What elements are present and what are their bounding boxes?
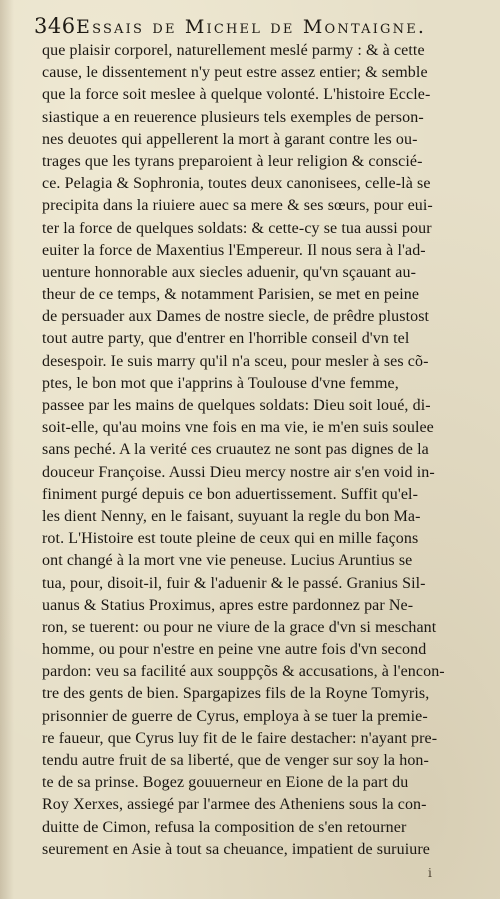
text-line: uenture honnorable aux siecles aduenir, qu'vn sçauant au-	[42, 263, 417, 281]
text-line: finiment purgé depuis ce bon aduertissement. Suffit qu'el-	[42, 485, 419, 503]
text-line: uanus & Statius Proximus, apres estre pardonnez par Ne-	[42, 596, 414, 614]
text-line: tout autre party, que d'entrer en l'horrible conseil d'vn tel	[42, 330, 410, 348]
text-line: que la force soit meslee à quelque volonté. L'histoire Eccle-	[42, 86, 431, 104]
text-line: re faueur, que Cyrus luy fit de le faire destacher: n'ayant pre-	[42, 729, 438, 747]
text-line: sans peché. A la verité ces cruautez ne sont pas dignes de la	[42, 441, 429, 459]
text-line: que plaisir corporel, naturellement meslé parmy : & à cette	[42, 42, 425, 59]
text-line: duitte de Cimon, refusa la composition de s'en retourner	[42, 818, 407, 836]
text-line: euiter la force de Maxentius l'Empereur. Il nous sera à l'ad-	[42, 241, 426, 259]
text-line: ron, se tuerent: ou pour ne viure de la grace d'vn si meschant	[42, 618, 437, 636]
text-line: Roy Xerxes, assiegé par l'armee des Atheniens sous la con-	[42, 796, 427, 814]
text-line: ptes, le bon mot que i'apprins à Toulouse d'vne femme,	[42, 374, 399, 392]
text-line: siastique a en reuerence plusieurs tels exemples de person-	[42, 108, 424, 126]
text-line: soit-elle, qu'au moins vne fois en ma vie, ie m'en suis soulee	[42, 419, 434, 437]
running-title: Essais de Michel de Montaigne.	[76, 16, 427, 38]
text-line: tua, pour, disoit-il, fuir & l'aduenir & le passé. Granius Sil-	[42, 574, 426, 592]
text-line: theur de ce temps, & notamment Parisien, se met en peine	[42, 286, 420, 304]
text-line: ter la force de quelques soldats: & cette-cy se tua aussi pour	[42, 219, 432, 237]
text-line: homme, ou pour n'estre en peine vne autre fois d'vn second	[42, 641, 427, 659]
body-text	[42, 40, 490, 861]
page-header	[34, 10, 484, 44]
text-line: de persuader aux Dames de nostre siecle, de prêdre plustost	[42, 308, 430, 326]
text-line: cause, le dissentement n'y peut estre assez entier; & semble	[42, 64, 428, 82]
text-line: prisonnier de guerre de Cyrus, employa à se tuer la premie-	[42, 707, 428, 725]
text-line: douceur Françoise. Aussi Dieu mercy nostre air s'en void in-	[42, 463, 435, 481]
text-line: tre des gents de bien. Spargapizes fils de la Royne Tomyris,	[42, 685, 430, 703]
text-line: pardon: veu sa facilité aux souppçõs & accusations, à l'encon-	[42, 663, 445, 681]
text-line: nes deuotes qui appellerent la mort à garant contre les ou-	[42, 130, 418, 148]
text-line: ce. Pelagia & Sophronia, toutes deux canonisees, celle-là se	[42, 175, 431, 193]
footer-mark: i	[428, 866, 432, 880]
text-line: desespoir. Ie suis marry qu'il n'a sceu, pour mesler à ses cõ-	[42, 352, 429, 370]
text-line: precipita dans la riuiere auec sa mere & ses sœurs, pour eui-	[42, 197, 433, 215]
text-line: te de sa prinse. Bogez gouuerneur en Eione de la part du	[42, 774, 409, 792]
text-line: seurement en Asie à tout sa cheuance, impatient de suruiure	[42, 840, 430, 858]
text-line: trages que les tyrans preparoient à leur religion & conscié-	[42, 152, 423, 170]
text-line: tendu autre fruit de sa liberté, que de venger sur soy la hon-	[42, 752, 429, 769]
text-line: passee par les mains de quelques soldats: Dieu soit loué, di-	[42, 397, 431, 414]
text-line: rot. L'Histoire est toute pleine de ceux qui en mille façons	[42, 530, 419, 548]
text-line: ont changé à la mort vne vie peneuse. Lucius Aruntius se	[42, 552, 413, 570]
page-number: 346	[34, 14, 76, 38]
text-line: les dient Nenny, en le faisant, suyuant la regle du bon Ma-	[42, 507, 421, 525]
